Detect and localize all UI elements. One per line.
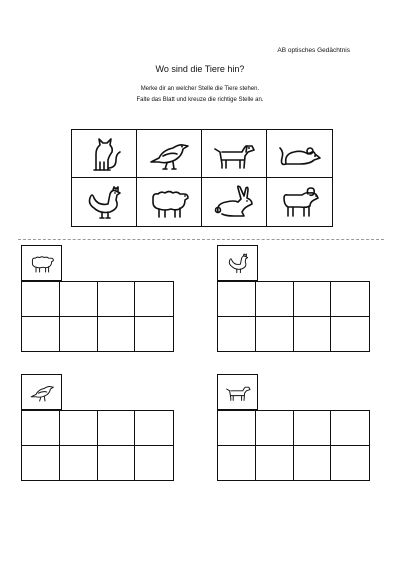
rooster-icon xyxy=(223,251,253,275)
rabbit-icon xyxy=(210,182,258,222)
answer-cell[interactable] xyxy=(294,411,332,446)
answer-cell[interactable] xyxy=(60,446,98,481)
answer-cell[interactable] xyxy=(98,317,136,352)
answer-grid xyxy=(217,281,370,352)
answer-grid xyxy=(21,410,174,481)
answer-cell[interactable] xyxy=(135,446,173,481)
task-animal-box xyxy=(217,245,258,281)
grid-cell-rabbit xyxy=(202,178,267,226)
answer-cell[interactable] xyxy=(218,411,256,446)
task-animal-box xyxy=(21,245,62,281)
answer-cell[interactable] xyxy=(60,282,98,317)
answer-cell[interactable] xyxy=(60,411,98,446)
answer-cell[interactable] xyxy=(98,411,136,446)
answer-cell[interactable] xyxy=(256,317,294,352)
answer-cell[interactable] xyxy=(22,446,60,481)
grid-cell-rooster xyxy=(72,178,137,226)
task-animal-box xyxy=(217,374,258,410)
answer-cell[interactable] xyxy=(294,446,332,481)
answer-cell[interactable] xyxy=(218,317,256,352)
grid-cell-ram xyxy=(267,178,332,226)
answer-cell[interactable] xyxy=(331,411,369,446)
grid-cell-cat xyxy=(72,130,137,178)
grid-cell-dog xyxy=(202,130,267,178)
answer-cell[interactable] xyxy=(331,282,369,317)
grid-cell-bird xyxy=(137,130,202,178)
dog-icon xyxy=(210,134,258,174)
bird-icon xyxy=(27,380,57,404)
grid-cell-sheep xyxy=(137,178,202,226)
answer-cell[interactable] xyxy=(22,411,60,446)
answer-cell[interactable] xyxy=(135,317,173,352)
answer-cell[interactable] xyxy=(294,282,332,317)
grid-cell-mouse xyxy=(267,130,332,178)
cat-icon xyxy=(80,134,128,174)
instruction-line-1: Merke dir an welcher Stelle die Tiere stehen. xyxy=(140,86,260,92)
answer-cell[interactable] xyxy=(98,282,136,317)
sheep-icon xyxy=(145,182,193,222)
dog-icon xyxy=(223,380,253,404)
worksheet-label: AB optisches Gedächtnis xyxy=(277,47,350,54)
answer-grid xyxy=(21,281,174,352)
sheep-icon xyxy=(27,251,57,275)
answer-cell[interactable] xyxy=(256,446,294,481)
task-animal-box xyxy=(21,374,62,410)
memory-grid xyxy=(71,129,333,227)
fold-line xyxy=(18,239,384,240)
answer-cell[interactable] xyxy=(218,282,256,317)
answer-cell[interactable] xyxy=(22,317,60,352)
answer-cell[interactable] xyxy=(218,446,256,481)
answer-cell[interactable] xyxy=(256,282,294,317)
answer-cell[interactable] xyxy=(135,282,173,317)
answer-cell[interactable] xyxy=(60,317,98,352)
answer-cell[interactable] xyxy=(331,446,369,481)
answer-cell[interactable] xyxy=(294,317,332,352)
ram-icon xyxy=(276,182,324,222)
mouse-icon xyxy=(276,134,324,174)
answer-cell[interactable] xyxy=(22,282,60,317)
answer-cell[interactable] xyxy=(331,317,369,352)
rooster-icon xyxy=(80,182,128,222)
answer-cell[interactable] xyxy=(256,411,294,446)
answer-cell[interactable] xyxy=(135,411,173,446)
answer-cell[interactable] xyxy=(98,446,136,481)
page-title: Wo sind die Tiere hin? xyxy=(155,64,245,74)
answer-grid xyxy=(217,410,370,481)
instruction-line-2: Falte das Blatt und kreuze die richtige Stelle an. xyxy=(136,97,264,103)
bird-icon xyxy=(145,134,193,174)
